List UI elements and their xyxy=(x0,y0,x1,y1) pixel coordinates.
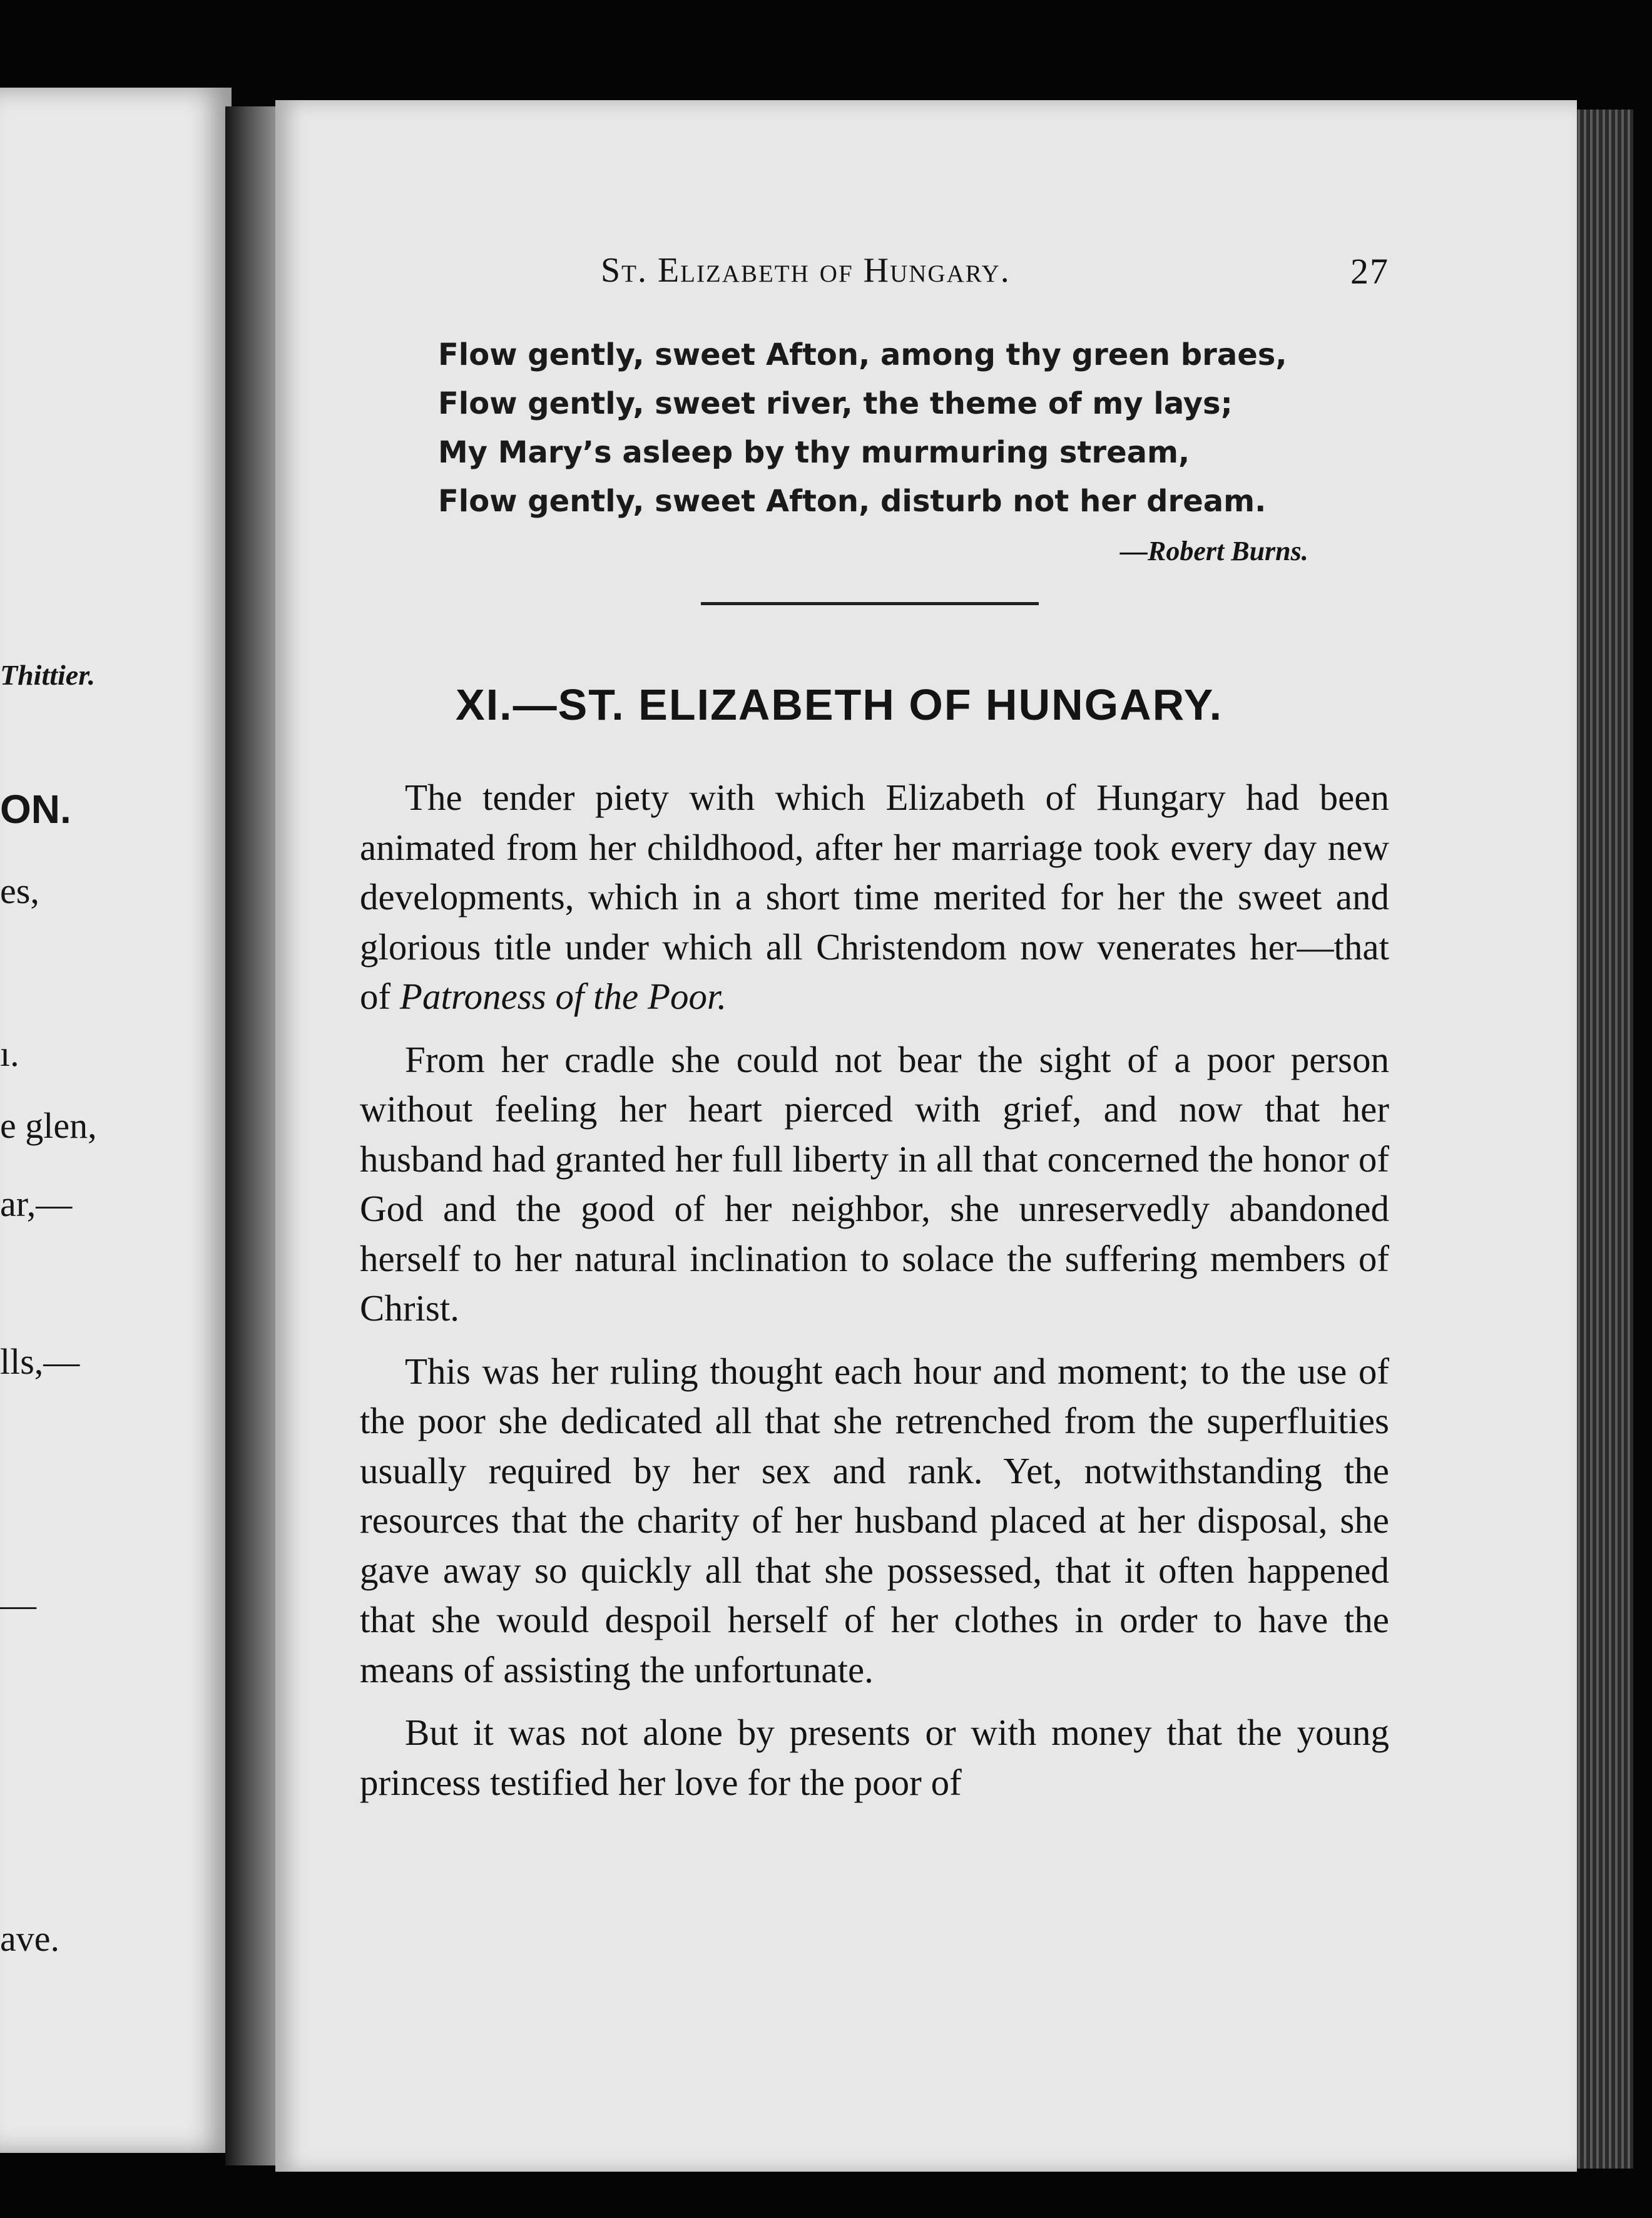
running-title: St. Elizabeth of Hungary. xyxy=(601,251,1011,290)
left-page-fragment: Thittier. xyxy=(0,659,96,691)
page-edges xyxy=(1574,110,1633,2169)
poem-line: Flow gently, sweet Afton, disturb not her dream. xyxy=(438,484,1267,519)
poem-line: Flow gently, sweet Afton, among thy green braes, xyxy=(438,337,1287,372)
chapter-title: XI.—ST. ELIZABETH OF HUNGARY. xyxy=(456,680,1223,729)
paragraph xyxy=(360,773,1389,1022)
poem-line: Flow gently, sweet river, the theme of my lays; xyxy=(438,386,1233,421)
poem-quote xyxy=(438,330,1377,526)
facing-page xyxy=(0,88,232,2153)
section-divider xyxy=(701,602,1039,605)
left-page-fragment: ave. xyxy=(0,1918,59,1959)
poem-attribution: —Robert Burns. xyxy=(1120,536,1308,566)
left-page-fragment: ı. xyxy=(0,1033,19,1074)
left-page-fragment: e glen, xyxy=(0,1105,97,1146)
chapter-body xyxy=(360,773,1389,1821)
paragraph: This was her ruling thought each hour and moment; to the use of the poor she dedicated all that she retrenched from the superfluities usually required by her sex and rank. Yet, notwithstanding the resources that the charity of her husband placed at her disposal, she gave away so quickly all that she possessed, that it often happened that she would despoil herself of her clothes in order to have the means of assisting the unfortunate. xyxy=(360,1350,1389,1690)
left-page-fragment: lls,— xyxy=(0,1341,80,1382)
page-number: 27 xyxy=(1350,251,1389,292)
left-page-fragment: ON. xyxy=(0,787,71,832)
left-page-fragment: ar,— xyxy=(0,1183,73,1224)
paragraph-text: The tender piety with which Elizabeth of Hungary had been animated from her childhood, after her marriage took every day new developments, which in a short time merited for her the sweet and glorious title under which all Christendom now venerates her—that of xyxy=(360,777,1389,1017)
paragraph: From her cradle she could not bear the sight of a poor person without feeling her heart pierced with grief, and now that her husband had granted her full liberty in all that concerned the honor of God and the good of her neighbor, she unreservedly abandoned herself to her natural inclination to solace the suffering members of Christ. xyxy=(360,1038,1389,1329)
left-page-fragment: es, xyxy=(0,871,39,911)
poem-line: My Mary’s asleep by thy murmuring stream, xyxy=(438,435,1190,470)
emphasis-text: Patroness of the Poor. xyxy=(399,976,727,1017)
left-page-fragment: — xyxy=(0,1584,36,1625)
paragraph: But it was not alone by presents or with money that the young princess testified her love for the poor of xyxy=(360,1712,1389,1803)
